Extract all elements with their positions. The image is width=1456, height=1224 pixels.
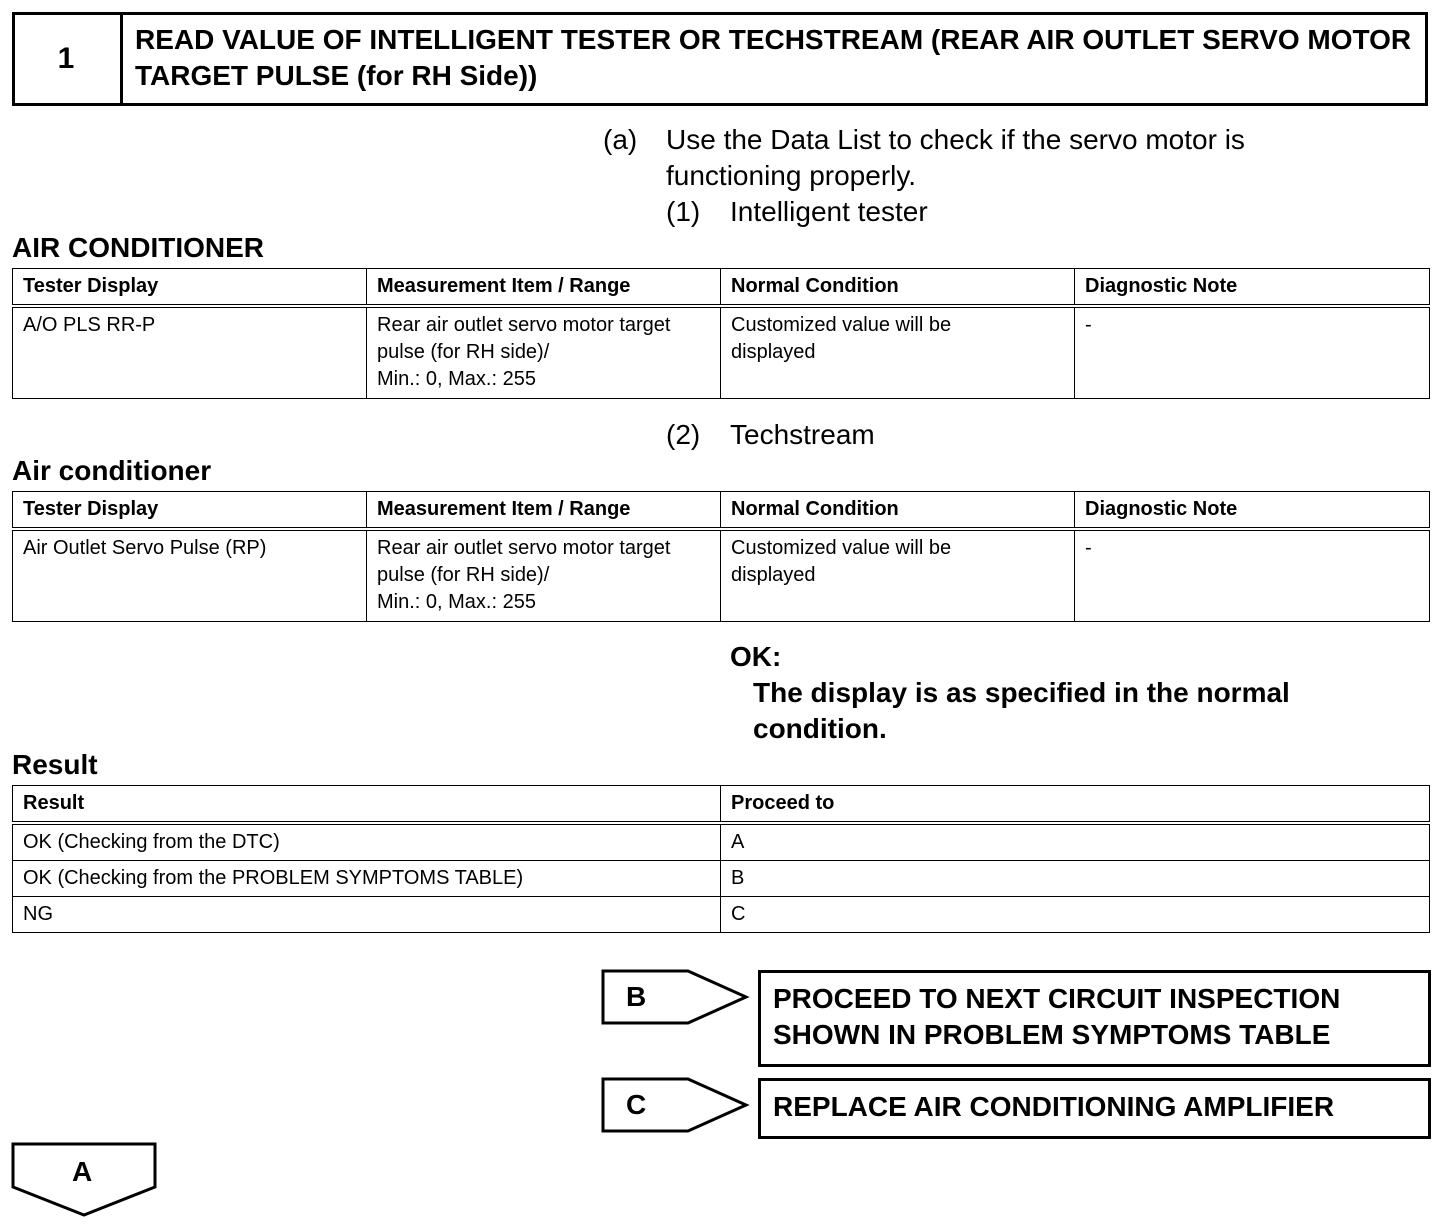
- instruction-sub1-marker: (1): [666, 196, 701, 227]
- cell-proceed-to: A: [721, 823, 1430, 861]
- header-measurement-item: Measurement Item / Range: [367, 492, 721, 530]
- branch-c-action-box: [758, 1078, 1431, 1139]
- cell-proceed-to: B: [721, 861, 1430, 897]
- cell-normal-condition: [721, 529, 1075, 621]
- table-row: [13, 897, 1430, 933]
- instruction-a-text: Use the Data List to check if the servo motor is functioning properly.: [666, 124, 1245, 191]
- result-table-title: Result: [12, 749, 98, 780]
- measurement-line: Rear air outlet servo motor target: [377, 537, 671, 559]
- data-list-table-techstream: [12, 491, 1430, 622]
- branch-b-label: B: [626, 981, 647, 1012]
- measurement-line: Min.: 0, Max.: 255: [377, 591, 536, 613]
- table2-title: Air conditioner: [12, 455, 212, 486]
- header-measurement-item: Measurement Item / Range: [367, 269, 721, 307]
- measurement-line: Rear air outlet servo motor target: [377, 314, 671, 336]
- header-result: Result: [13, 786, 721, 824]
- header-proceed-to: Proceed to: [721, 786, 1430, 824]
- branch-b-action-line: PROCEED TO NEXT CIRCUIT INSPECTION: [773, 983, 1341, 1014]
- cell-tester-display: A/O PLS RR-P: [13, 306, 367, 398]
- header-tester-display: Tester Display: [13, 492, 367, 530]
- cell-diagnostic-note: -: [1075, 529, 1430, 621]
- normal-line: Customized value will be: [731, 314, 952, 336]
- branch-c-label: C: [626, 1089, 647, 1120]
- data-list-table-intelligent-tester: [12, 268, 1430, 399]
- branch-b-arrow-icon: [600, 968, 752, 1028]
- cell-diagnostic-note: -: [1075, 306, 1430, 398]
- cell-measurement-item: [367, 306, 721, 398]
- instruction-a-marker: (a): [603, 124, 638, 155]
- ok-line2: condition.: [753, 713, 887, 744]
- table1-title: AIR CONDITIONER: [12, 232, 264, 263]
- measurement-line: Min.: 0, Max.: 255: [377, 368, 536, 390]
- normal-line: displayed: [731, 341, 816, 363]
- measurement-line: pulse (for RH side)/: [377, 564, 550, 586]
- header-diagnostic-note: Diagnostic Note: [1075, 269, 1430, 307]
- branch-c-action-text: REPLACE AIR CONDITIONING AMPLIFIER: [773, 1091, 1335, 1122]
- ok-line1: The display is as specified in the normal: [753, 677, 1290, 708]
- table-header-row: [13, 492, 1430, 530]
- step-title: READ VALUE OF INTELLIGENT TESTER OR TECHSTREAM (REAR AIR OUTLET SERVO MOTOR TARGET PULSE (for RH Side)): [135, 24, 1412, 91]
- table-header-row: [13, 786, 1430, 824]
- instruction-sub2-marker: (2): [666, 419, 701, 450]
- table-row: [13, 823, 1430, 861]
- table-row: [13, 306, 1430, 398]
- result-table: [12, 785, 1430, 933]
- table-header-row: [13, 269, 1430, 307]
- cell-result: OK (Checking from the DTC): [13, 823, 721, 861]
- normal-line: displayed: [731, 564, 816, 586]
- branch-b-action-box: [758, 970, 1431, 1067]
- instruction-sub2-text: Techstream: [730, 419, 875, 450]
- branch-a-label: A: [72, 1156, 93, 1187]
- header-diagnostic-note: Diagnostic Note: [1075, 492, 1430, 530]
- ok-label: OK:: [730, 641, 782, 672]
- table-row: [13, 861, 1430, 897]
- header-normal-condition: Normal Condition: [721, 492, 1075, 530]
- cell-normal-condition: [721, 306, 1075, 398]
- branch-b-action-line: SHOWN IN PROBLEM SYMPTOMS TABLE: [773, 1019, 1331, 1050]
- cell-tester-display: Air Outlet Servo Pulse (RP): [13, 529, 367, 621]
- cell-proceed-to: C: [721, 897, 1430, 933]
- header-normal-condition: Normal Condition: [721, 269, 1075, 307]
- branch-c-arrow-icon: [600, 1076, 752, 1136]
- normal-line: Customized value will be: [731, 537, 952, 559]
- header-tester-display: Tester Display: [13, 269, 367, 307]
- cell-result: OK (Checking from the PROBLEM SYMPTOMS TABLE): [13, 861, 721, 897]
- measurement-line: pulse (for RH side)/: [377, 341, 550, 363]
- instruction-sub1-text: Intelligent tester: [730, 196, 928, 227]
- step-number: 1: [12, 12, 123, 106]
- cell-measurement-item: [367, 529, 721, 621]
- table-row: [13, 529, 1430, 621]
- cell-result: NG: [13, 897, 721, 933]
